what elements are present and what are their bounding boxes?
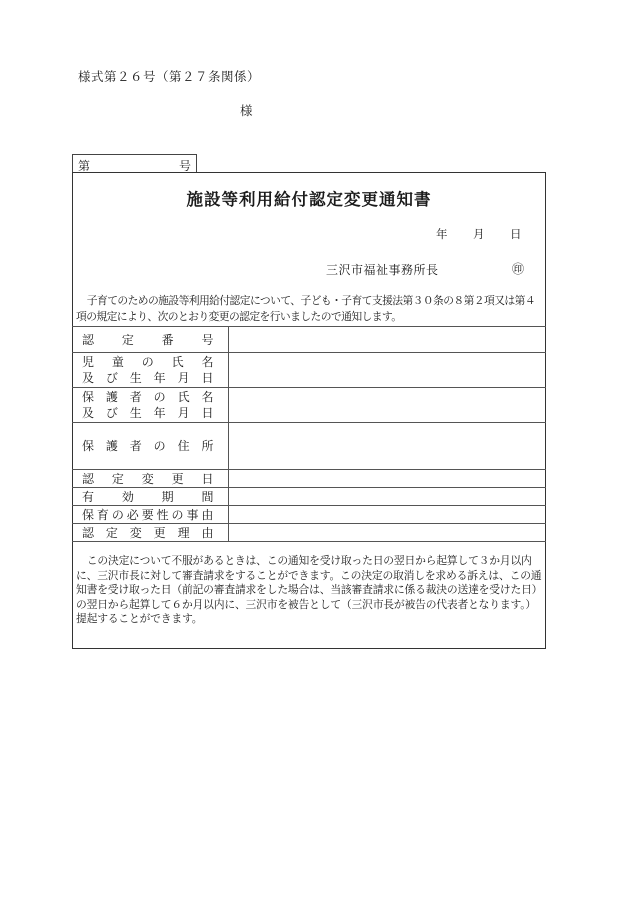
field-label: 認 定 変 更 理 由: [72, 524, 228, 542]
field-value[interactable]: [228, 506, 546, 524]
addressee-suffix: 様: [240, 103, 253, 118]
field-label: 保 護 者 の 氏 名 及 び 生 年 月 日: [72, 388, 228, 423]
field-label: 有 効 期 間: [72, 488, 228, 506]
field-value[interactable]: [228, 423, 546, 470]
field-label: 保 護 者 の 住 所: [72, 423, 228, 470]
seal-icon: ㊞: [512, 262, 525, 276]
field-label: 保 育 の 必 要 性 の 事 由: [72, 506, 228, 524]
form-number-label: 様式第２６号（第２７条関係）: [78, 69, 261, 84]
document-number-box: [72, 154, 197, 172]
appeal-notice: この決定について不服があるときは、この通知を受け取った日の翌日から起算して３か月以内に、三沢市長に対して審査請求をすることができます。この決定の取消しを求める訴えは、この通知書を受け取った日（前記の審査請求をした場合は、当該審査請求に係る裁決の送達を受けた日）の翌日から起算して６か月以内に、三沢市を被告として（三沢市長が被告の代表者となります。）提起することができます。: [76, 554, 542, 626]
field-row: [72, 388, 546, 423]
field-value[interactable]: [228, 327, 546, 353]
date-month: 月: [473, 227, 485, 241]
field-label: 認 定 変 更 日: [72, 470, 228, 488]
date-year: 年: [436, 227, 448, 241]
issuer-name: 三沢市福祉事務所長: [326, 263, 439, 277]
field-value[interactable]: [228, 524, 546, 542]
field-label: 認 定 番 号: [72, 327, 228, 353]
field-row: [72, 327, 546, 353]
field-value[interactable]: [228, 488, 546, 506]
field-value[interactable]: [228, 353, 546, 388]
field-row: [72, 470, 546, 488]
date-day: 日: [510, 227, 522, 241]
field-value[interactable]: [228, 470, 546, 488]
document-title: 施設等利用給付認定変更通知書: [186, 190, 432, 209]
field-row: [72, 353, 546, 388]
field-row: [72, 506, 546, 524]
field-row: [72, 423, 546, 470]
intro-paragraph: 子育てのための施設等利用給付認定について、子ども・子育て支援法第３０条の８第２項又は第４項の規定により、次のとおり変更の認定を行いましたので通知します。: [76, 294, 536, 323]
field-value[interactable]: [228, 388, 546, 423]
fields-table: [72, 326, 546, 542]
field-row: [72, 488, 546, 506]
field-label: 児 童 の 氏 名 及 び 生 年 月 日: [72, 353, 228, 388]
field-row: [72, 524, 546, 542]
number-prefix: 第: [78, 159, 91, 173]
number-suffix: 号: [179, 159, 192, 173]
